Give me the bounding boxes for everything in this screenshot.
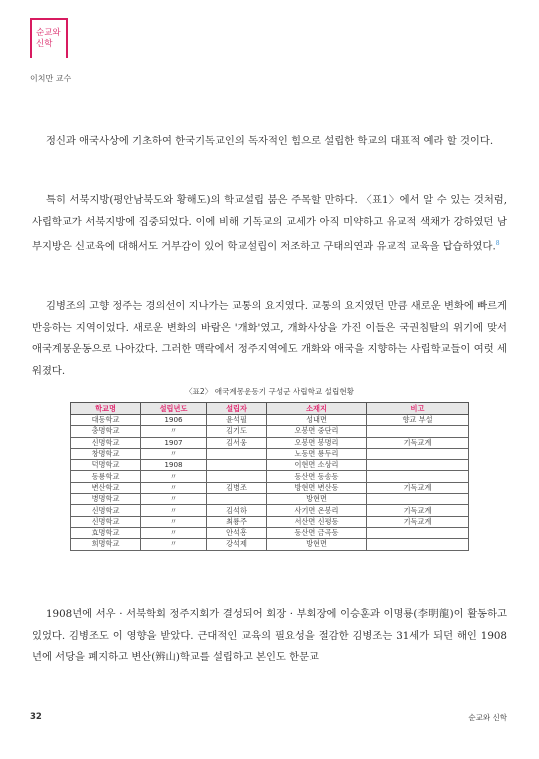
cell-school: 신명학교	[71, 505, 141, 516]
table-row	[71, 426, 469, 437]
cell-school: 충명학교	[71, 426, 141, 437]
cell-school: 신명학교	[71, 437, 141, 448]
cell-founder	[207, 471, 267, 482]
table-row	[71, 448, 469, 459]
cell-founder: 강석제	[207, 539, 267, 550]
cell-founder	[207, 448, 267, 459]
cell-remarks	[367, 426, 469, 437]
table-row	[71, 494, 469, 505]
cell-remarks: 향교 부설	[367, 415, 469, 426]
table-row	[71, 471, 469, 482]
cell-remarks	[367, 460, 469, 471]
table-header-row	[71, 403, 469, 415]
cell-founder	[207, 494, 267, 505]
cell-founder: 김기도	[207, 426, 267, 437]
paragraph-4: 1908년에 서우 · 서북학회 정주지회가 결성되어 회장 · 부회장에 이승훈과 이명룡(李明龍)이 활동하고 있었다. 김병조도 이 영향을 받았다. 근대적인 교육의 필요성을 절감한 김병조는 31세가 되던 해인 1908년에 서당을 폐지하고 변산(辨山)학교를 설립하고 본인도 한문교	[32, 608, 507, 664]
table-row	[71, 437, 469, 448]
table-row	[71, 460, 469, 471]
cell-founder: 최룡주	[207, 516, 267, 527]
cell-school: 동룡학교	[71, 471, 141, 482]
header-location: 소재지	[267, 403, 367, 415]
cell-school: 대동학교	[71, 415, 141, 426]
cell-remarks: 기독교계	[367, 505, 469, 516]
cell-location: 사기면 온봉리	[267, 505, 367, 516]
cell-founder: 김서웅	[207, 437, 267, 448]
cell-school: 병명학교	[71, 494, 141, 505]
cell-school: 희명학교	[71, 539, 141, 550]
cell-location: 오봉면 중단리	[267, 426, 367, 437]
cell-location: 이현면 소상리	[267, 460, 367, 471]
cell-founder: 안석흥	[207, 527, 267, 538]
cell-remarks	[367, 494, 469, 505]
cell-location: 동산면 동송동	[267, 471, 367, 482]
cell-founder: 김병조	[207, 482, 267, 493]
cell-year: 〃	[141, 527, 207, 538]
paragraph-1: 정신과 애국사상에 기초하여 한국기독교인의 독자적인 힘으로 설립한 학교의 대표적 예라 할 것이다.	[46, 135, 494, 147]
school-table	[70, 402, 469, 551]
cell-year: 〃	[141, 448, 207, 459]
cell-remarks	[367, 527, 469, 538]
cell-year: 〃	[141, 471, 207, 482]
cell-founder	[207, 460, 267, 471]
cell-school: 덕명학교	[71, 460, 141, 471]
table-caption: 〈표2〉 애국계몽운동기 구성군 사립학교 설립현황	[184, 387, 355, 396]
header-remarks: 비고	[367, 403, 469, 415]
page-number: 32	[30, 712, 42, 722]
cell-founder: 김석하	[207, 505, 267, 516]
cell-remarks	[367, 539, 469, 550]
cell-location: 오봉면 봉명리	[267, 437, 367, 448]
footer-journal-title: 순교와 신학	[468, 713, 507, 722]
cell-location: 방현면 변산동	[267, 482, 367, 493]
cell-year: 〃	[141, 505, 207, 516]
cell-remarks: 기독교계	[367, 437, 469, 448]
cell-year: 〃	[141, 494, 207, 505]
table-row	[71, 527, 469, 538]
table-row	[71, 505, 469, 516]
cell-year: 〃	[141, 539, 207, 550]
cell-location: 성내면	[267, 415, 367, 426]
header-founder: 설립자	[207, 403, 267, 415]
cell-year: 1906	[141, 415, 207, 426]
footnote-ref: 8	[495, 240, 500, 248]
cell-school: 창명학교	[71, 448, 141, 459]
cell-remarks	[367, 471, 469, 482]
header-founded-year: 설립년도	[141, 403, 207, 415]
table-row	[71, 415, 469, 426]
paragraph-2: 특히 서북지방(평안남북도와 황해도)의 학교설립 붐은 주목할 만하다. 〈표1〉에서 알 수 있는 것처럼, 사립학교가 서북지방에 집중되었다. 이에 비해 기독교의 교세가 아직 미약하고 유교적 색채가 강하였던 남부지방은 신교육에 대해서도 거부감이 있어 학교설립이 저조하고 구태의연과 유교적 교육을 답습하였다.$^8$	[32, 194, 507, 253]
cell-year: 〃	[141, 516, 207, 527]
cell-location: 노동면 룡두리	[267, 448, 367, 459]
header-school-name: 학교명	[71, 403, 141, 415]
author-name: 이치만 교수	[30, 74, 72, 83]
journal-short-title: 순교와 신학	[36, 28, 61, 49]
cell-location: 동산면 금곡동	[267, 527, 367, 538]
cell-school: 효명학교	[71, 527, 141, 538]
cell-location: 방현면	[267, 494, 367, 505]
cell-founder: 윤석필	[207, 415, 267, 426]
table-row	[71, 482, 469, 493]
cell-remarks: 기독교계	[367, 482, 469, 493]
cell-year: 〃	[141, 426, 207, 437]
cell-remarks	[367, 448, 469, 459]
cell-location: 방현면	[267, 539, 367, 550]
cell-location: 서산면 신평동	[267, 516, 367, 527]
paragraph-3: 김병조의 고향 정주는 경의선이 지나가는 교통의 요지였다. 교통의 요지였던 만큼 새로운 변화에 빠르게 반응하는 지역이었다. 새로운 변화의 바람은 '개화'였고, 개화사상을 가진 이들은 국권침탈의 위기에 맞서 애국계몽운동으로 나아갔다. 그러한 맥락에서 정주지역에도 개화와 애국을 지향하는 사립학교들이 여럿 세워졌다.	[32, 300, 507, 377]
table-row	[71, 539, 469, 550]
table-row	[71, 516, 469, 527]
cell-school: 신명학교	[71, 516, 141, 527]
cell-remarks: 기독교계	[367, 516, 469, 527]
cell-year: 1908	[141, 460, 207, 471]
cell-year: 〃	[141, 482, 207, 493]
cell-year: 1907	[141, 437, 207, 448]
cell-school: 변산학교	[71, 482, 141, 493]
